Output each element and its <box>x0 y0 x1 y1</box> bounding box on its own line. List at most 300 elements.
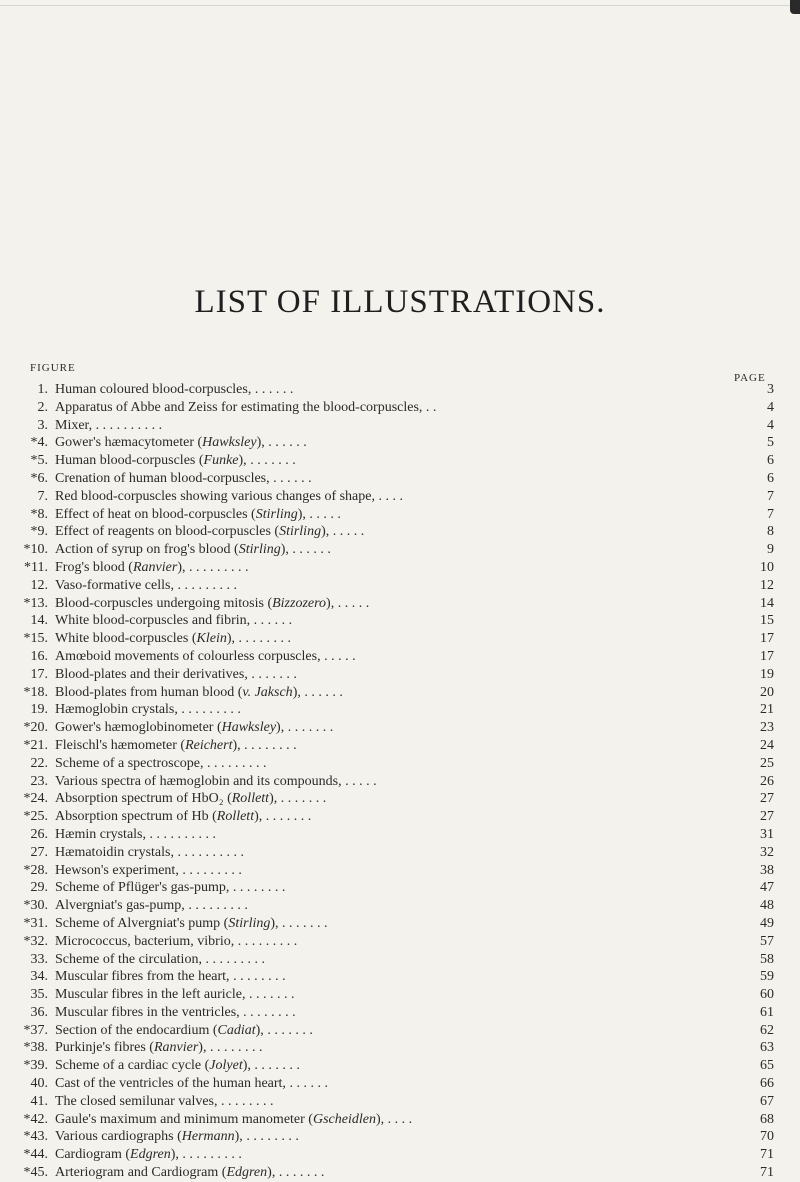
caption-text: Scheme of Alvergniat's pump ( <box>55 915 229 931</box>
page-number: 62 <box>760 1022 774 1038</box>
page-number: 15 <box>760 613 774 629</box>
list-item <box>0 986 800 1004</box>
caption-source: Stirling <box>238 542 281 558</box>
leader-dots: . . . . . . <box>285 1076 328 1092</box>
figure-caption <box>55 612 292 630</box>
figure-number: 23. <box>30 773 48 789</box>
figure-number: *42. <box>23 1111 48 1127</box>
list-item <box>0 1111 800 1129</box>
caption-source: Ranvier <box>132 559 178 575</box>
caption-text: Blood-plates from human blood ( <box>55 684 243 700</box>
page-number: 14 <box>760 595 774 611</box>
page-number: 6 <box>767 470 774 486</box>
figure-caption <box>55 470 312 488</box>
figure-caption <box>55 577 237 595</box>
caption-text: Absorption spectrum of HbO₂ ( <box>55 791 232 807</box>
caption-suffix: ), <box>170 1147 179 1163</box>
caption-suffix: ), <box>234 1129 243 1145</box>
leader-dots: . . . . . . <box>264 435 307 451</box>
figure-caption <box>55 595 369 613</box>
list-item <box>0 790 800 808</box>
caption-text: Alvergniat's gas-pump, <box>55 898 185 914</box>
caption-text: Gower's hæmacytometer ( <box>55 435 203 451</box>
page-number: 7 <box>767 506 774 522</box>
list-item <box>0 773 800 791</box>
page-number: 9 <box>767 542 774 558</box>
caption-source: Rollett <box>216 809 255 825</box>
figure-caption <box>55 559 248 577</box>
figure-caption <box>55 434 307 452</box>
caption-text: Arteriogram and Cardiogram ( <box>55 1165 227 1181</box>
caption-text: Various cardiographs ( <box>55 1129 182 1145</box>
figure-caption <box>55 452 296 470</box>
figure-number: 41. <box>30 1093 48 1109</box>
caption-text: Effect of heat on blood-corpuscles ( <box>55 506 256 522</box>
caption-text: Red blood-corpuscles showing various changes of shape, <box>55 488 375 504</box>
figure-number: *39. <box>23 1058 48 1074</box>
leader-dots: . . . . . . . . <box>217 1093 274 1109</box>
leader-dots: . . . . . . <box>269 470 312 486</box>
figure-caption <box>55 399 436 417</box>
figure-number: *28. <box>23 862 48 878</box>
page-number: 26 <box>760 773 774 789</box>
list-item <box>0 862 800 880</box>
page-number: 68 <box>760 1111 774 1127</box>
figure-caption <box>55 968 286 986</box>
list-item <box>0 1004 800 1022</box>
figure-number: 40. <box>30 1076 48 1092</box>
leader-dots: . . . . . . . . . <box>178 1147 242 1163</box>
caption-suffix: ), <box>232 737 241 753</box>
page-corner-mark <box>790 0 800 14</box>
leader-dots: . . . . . . . . . <box>178 862 242 878</box>
caption-text: Scheme of Pflüger's gas-pump, <box>55 880 230 896</box>
figure-caption <box>55 933 297 951</box>
leader-dots: . . . . . . . . . <box>203 755 267 771</box>
figure-caption <box>55 879 285 897</box>
figure-number: *25. <box>23 809 48 825</box>
figure-caption <box>55 1022 313 1040</box>
list-item <box>0 755 800 773</box>
figure-caption <box>55 790 326 808</box>
list-item <box>0 630 800 648</box>
caption-source: Jolyet <box>209 1058 243 1074</box>
page-number: 4 <box>767 399 774 415</box>
page-number: 7 <box>767 488 774 504</box>
caption-source: Gscheidlen <box>312 1111 376 1127</box>
page-number: 12 <box>760 577 774 593</box>
figure-number: *37. <box>23 1022 48 1038</box>
list-item <box>0 844 800 862</box>
figure-number: 16. <box>30 648 48 664</box>
leader-dots: . . . . . . . . <box>242 1129 299 1145</box>
leader-dots: . . . . . <box>329 524 365 540</box>
caption-text: Fleischl's hæmometer ( <box>55 737 186 753</box>
figure-caption <box>55 1146 242 1164</box>
figure-number: 33. <box>30 951 48 967</box>
list-item <box>0 666 800 684</box>
figure-number: 19. <box>30 702 48 718</box>
list-item <box>0 1146 800 1164</box>
leader-dots: . . . . . <box>341 773 377 789</box>
caption-suffix: ), <box>177 559 186 575</box>
page-number: 8 <box>767 524 774 540</box>
caption-source: Hermann <box>181 1129 235 1145</box>
figure-caption <box>55 826 216 844</box>
page-number: 48 <box>760 898 774 914</box>
caption-text: Frog's blood ( <box>55 559 133 575</box>
leader-dots: . . . . . . . . . . <box>174 844 244 860</box>
list-item <box>0 541 800 559</box>
figure-number: *8. <box>30 506 48 522</box>
figure-caption <box>55 1128 299 1146</box>
figure-number: 12. <box>30 577 48 593</box>
caption-source: Stirling <box>228 915 271 931</box>
page-number: 31 <box>760 826 774 842</box>
caption-text: Hæmin crystals, <box>55 826 146 842</box>
figure-number: *10. <box>23 542 48 558</box>
caption-suffix: ), <box>267 1165 276 1181</box>
figure-caption <box>55 755 267 773</box>
list-item <box>0 719 800 737</box>
caption-text: Muscular fibres in the left auricle, <box>55 987 246 1003</box>
caption-text: Muscular fibres in the ventricles, <box>55 1004 240 1020</box>
list-item <box>0 684 800 702</box>
caption-text: White blood-corpuscles ( <box>55 631 197 647</box>
leader-dots: . . . . . . . <box>275 1165 325 1181</box>
figure-caption <box>55 1004 296 1022</box>
figure-caption <box>55 808 311 826</box>
leader-dots: . . . . <box>384 1111 413 1127</box>
figure-caption <box>55 719 333 737</box>
figure-number: 29. <box>30 880 48 896</box>
list-item <box>0 1128 800 1146</box>
figure-number: 2. <box>37 399 48 415</box>
leader-dots: . . <box>422 399 437 415</box>
caption-text: Human blood-corpuscles ( <box>55 453 204 469</box>
leader-dots: . . . . . . . . . <box>184 898 248 914</box>
caption-source: Ranvier <box>153 1040 199 1056</box>
figure-number: *30. <box>23 898 48 914</box>
page-number: 58 <box>760 951 774 967</box>
figure-number: 17. <box>30 666 48 682</box>
leader-dots: . . . . . <box>305 506 341 522</box>
leader-dots: . . . . . . . <box>277 791 327 807</box>
caption-source: Funke <box>203 453 239 469</box>
caption-text: Cast of the ventricles of the human heart, <box>55 1076 286 1092</box>
page-number: 60 <box>760 987 774 1003</box>
caption-source: Hawksley <box>202 435 257 451</box>
caption-text: Apparatus of Abbe and Zeiss for estimating the blood-corpuscles, <box>55 399 423 415</box>
caption-suffix: ), <box>276 720 285 736</box>
figure-caption <box>55 737 297 755</box>
caption-text: White blood-corpuscles and fibrin, <box>55 613 251 629</box>
figure-caption <box>55 506 341 524</box>
caption-suffix: ), <box>326 595 335 611</box>
caption-text: Micrococcus, bacterium, vibrio, <box>55 933 235 949</box>
caption-text: Scheme of a spectroscope, <box>55 755 204 771</box>
caption-suffix: ), <box>269 791 278 807</box>
list-item <box>0 1093 800 1111</box>
figure-caption <box>55 1039 262 1057</box>
figure-number: *24. <box>23 791 48 807</box>
figure-caption <box>55 951 265 969</box>
caption-text: Muscular fibres from the heart, <box>55 969 230 985</box>
figure-caption <box>55 986 294 1004</box>
caption-suffix: ), <box>198 1040 207 1056</box>
caption-text: Effect of reagents on blood-corpuscles ( <box>55 524 280 540</box>
figure-caption <box>55 844 244 862</box>
list-item <box>0 951 800 969</box>
figure-number: 35. <box>30 987 48 1003</box>
figure-number: 36. <box>30 1004 48 1020</box>
caption-source: Klein <box>196 631 227 647</box>
caption-source: Hawksley <box>221 720 277 736</box>
figure-caption <box>55 488 403 506</box>
list-item <box>0 399 800 417</box>
caption-text: Various spectra of hæmoglobin and its compounds, <box>55 773 342 789</box>
caption-suffix: ), <box>321 524 330 540</box>
list-item <box>0 595 800 613</box>
page-number: 66 <box>760 1076 774 1092</box>
leader-dots: . . . . . . . . . <box>201 951 265 967</box>
page-number: 23 <box>760 720 774 736</box>
list-item <box>0 488 800 506</box>
caption-text: Section of the endocardium ( <box>55 1022 218 1038</box>
caption-source: Stirling <box>255 506 298 522</box>
figure-caption <box>55 648 356 666</box>
caption-suffix: ), <box>238 453 247 469</box>
leader-dots: . . . . . . . <box>263 1022 313 1038</box>
caption-suffix: ), <box>297 506 306 522</box>
page-number: 20 <box>760 684 774 700</box>
leader-dots: . . . . . <box>320 648 356 664</box>
caption-suffix: ), <box>256 435 265 451</box>
caption-text: Human coloured blood-corpuscles, <box>55 382 252 397</box>
figure-caption <box>55 666 297 684</box>
list-item <box>0 612 800 630</box>
caption-text: Blood-corpuscles undergoing mitosis ( <box>55 595 273 611</box>
page-column-header: PAGE <box>734 372 766 384</box>
caption-source: Bizzozero <box>272 595 327 611</box>
leader-dots: . . . . . . <box>250 613 293 629</box>
page-number: 3 <box>767 382 774 397</box>
list-item <box>0 968 800 986</box>
figure-number: *45. <box>23 1165 48 1181</box>
leader-dots: . . . . . . <box>300 684 343 700</box>
list-item <box>0 523 800 541</box>
page-number: 65 <box>760 1058 774 1074</box>
list-item <box>0 808 800 826</box>
figure-caption <box>55 1057 300 1075</box>
caption-text: Scheme of the circulation, <box>55 951 202 967</box>
caption-source: v. Jaksch <box>242 684 293 700</box>
caption-source: Edgren <box>130 1147 171 1163</box>
caption-text: Hæmatoidin crystals, <box>55 844 174 860</box>
page-number: 61 <box>760 1004 774 1020</box>
page-number: 63 <box>760 1040 774 1056</box>
page-number: 24 <box>760 737 774 753</box>
figure-number: *20. <box>23 720 48 736</box>
list-item <box>0 1075 800 1093</box>
list-item <box>0 933 800 951</box>
page-number: 27 <box>760 809 774 825</box>
page-number: 19 <box>760 666 774 682</box>
leader-dots: . . . . . . . . . <box>185 559 249 575</box>
caption-text: The closed semilunar valves, <box>55 1093 218 1109</box>
leader-dots: . . . . . . . . . . <box>146 826 216 842</box>
caption-suffix: ), <box>254 809 263 825</box>
caption-source: Rollett <box>231 791 270 807</box>
caption-text: Absorption spectrum of Hb ( <box>55 809 217 825</box>
list-item <box>0 897 800 915</box>
list-item <box>0 826 800 844</box>
leader-dots: . . . . . . . . . <box>173 577 237 593</box>
figure-caption <box>55 1075 328 1093</box>
leader-dots: . . . . . . . <box>262 809 312 825</box>
figure-number: 1. <box>37 382 48 397</box>
leader-dots: . . . . . . . . <box>239 1004 296 1020</box>
leader-dots: . . . . <box>374 488 403 504</box>
figure-number: 14. <box>30 613 48 629</box>
illustrations-list <box>0 381 800 1182</box>
figure-number: *9. <box>30 524 48 540</box>
figure-number: *38. <box>23 1040 48 1056</box>
caption-text: Scheme of a cardiac cycle ( <box>55 1058 210 1074</box>
caption-text: Crenation of human blood-corpuscles, <box>55 470 270 486</box>
figure-caption <box>55 1164 324 1182</box>
caption-text: Amœboid movements of colourless corpuscles, <box>55 648 321 664</box>
leader-dots: . . . . . . . . <box>235 631 292 647</box>
page-number: 5 <box>767 435 774 451</box>
caption-text: Hæmoglobin crystals, <box>55 702 178 718</box>
page-number: 71 <box>760 1147 774 1163</box>
caption-source: Reichert <box>185 737 233 753</box>
figure-number: 26. <box>30 826 48 842</box>
figure-number: *18. <box>23 684 48 700</box>
list-item <box>0 470 800 488</box>
page-number: 10 <box>760 559 774 575</box>
figure-caption <box>55 701 241 719</box>
page-number: 17 <box>760 631 774 647</box>
figure-number: *32. <box>23 933 48 949</box>
caption-text: Mixer, <box>55 417 93 433</box>
leader-dots: . . . . . . . <box>278 915 328 931</box>
list-item <box>0 648 800 666</box>
figure-caption <box>55 523 364 541</box>
figure-number: 34. <box>30 969 48 985</box>
figure-caption <box>55 915 328 933</box>
list-item <box>0 1039 800 1057</box>
figure-caption <box>55 1093 274 1111</box>
figure-number: *43. <box>23 1129 48 1145</box>
leader-dots: . . . . . . . <box>247 666 297 682</box>
caption-text: Gaule's maximum and minimum manometer ( <box>55 1111 313 1127</box>
figure-number: *6. <box>30 470 48 486</box>
page-number: 4 <box>767 417 774 433</box>
list-item <box>0 1057 800 1075</box>
caption-source: Edgren <box>226 1165 268 1181</box>
figure-caption <box>55 1111 412 1129</box>
caption-suffix: ), <box>255 1022 264 1038</box>
list-item <box>0 417 800 435</box>
page-number: 49 <box>760 915 774 931</box>
caption-text: Blood-plates and their derivatives, <box>55 666 248 682</box>
caption-text: Cardiogram ( <box>55 1147 131 1163</box>
figure-caption <box>55 684 343 702</box>
list-item <box>0 737 800 755</box>
top-edge-line <box>0 5 800 6</box>
list-item <box>0 381 800 399</box>
list-item <box>0 1164 800 1182</box>
list-item <box>0 559 800 577</box>
list-item <box>0 506 800 524</box>
caption-text: Purkinje's fibres ( <box>55 1040 154 1056</box>
figure-number: *5. <box>30 453 48 469</box>
caption-source: Stirling <box>279 524 322 540</box>
caption-source: Cadiat <box>217 1022 256 1038</box>
page-number: 67 <box>760 1093 774 1109</box>
figure-number: 27. <box>30 844 48 860</box>
caption-suffix: ), <box>270 915 279 931</box>
page-number: 21 <box>760 702 774 718</box>
leader-dots: . . . . . . . . . <box>177 702 241 718</box>
list-item <box>0 701 800 719</box>
page-number: 71 <box>760 1165 774 1181</box>
leader-dots: . . . . . . . . . . <box>92 417 163 433</box>
page-title: LIST OF ILLUSTRATIONS. <box>194 284 606 320</box>
figure-number: *21. <box>23 737 48 753</box>
page-number: 27 <box>760 791 774 807</box>
leader-dots: . . . . . . . <box>250 1058 300 1074</box>
figure-number: *44. <box>23 1147 48 1163</box>
figure-number: *15. <box>23 631 48 647</box>
caption-text: Gower's hæmoglobinometer ( <box>55 720 222 736</box>
caption-suffix: ), <box>280 542 289 558</box>
leader-dots: . . . . . . <box>251 382 294 397</box>
page-number: 59 <box>760 969 774 985</box>
leader-dots: . . . . . . . . <box>229 969 286 985</box>
page-number: 70 <box>760 1129 774 1145</box>
figure-caption <box>55 897 248 915</box>
figure-caption <box>55 541 331 559</box>
list-item <box>0 577 800 595</box>
list-item <box>0 915 800 933</box>
leader-dots: . . . . . <box>334 595 370 611</box>
leader-dots: . . . . . . . <box>245 987 295 1003</box>
caption-text: Hewson's experiment, <box>55 862 179 878</box>
leader-dots: . . . . . . . <box>284 720 334 736</box>
figure-caption <box>55 381 293 399</box>
figure-caption <box>55 862 242 880</box>
list-item <box>0 434 800 452</box>
figure-number: 3. <box>37 417 48 433</box>
figure-caption <box>55 417 162 435</box>
page-number: 17 <box>760 648 774 664</box>
figure-number: 22. <box>30 755 48 771</box>
leader-dots: . . . . . . <box>288 542 331 558</box>
figure-caption <box>55 630 291 648</box>
figure-column-header: FIGURE <box>30 362 76 374</box>
caption-suffix: ), <box>375 1111 385 1127</box>
leader-dots: . . . . . . . . <box>240 737 297 753</box>
list-item <box>0 879 800 897</box>
figure-number: *11. <box>24 559 48 575</box>
page-number: 57 <box>760 933 774 949</box>
figure-number: *31. <box>23 915 48 931</box>
figure-number: *4. <box>30 435 48 451</box>
caption-suffix: ), <box>226 631 236 647</box>
